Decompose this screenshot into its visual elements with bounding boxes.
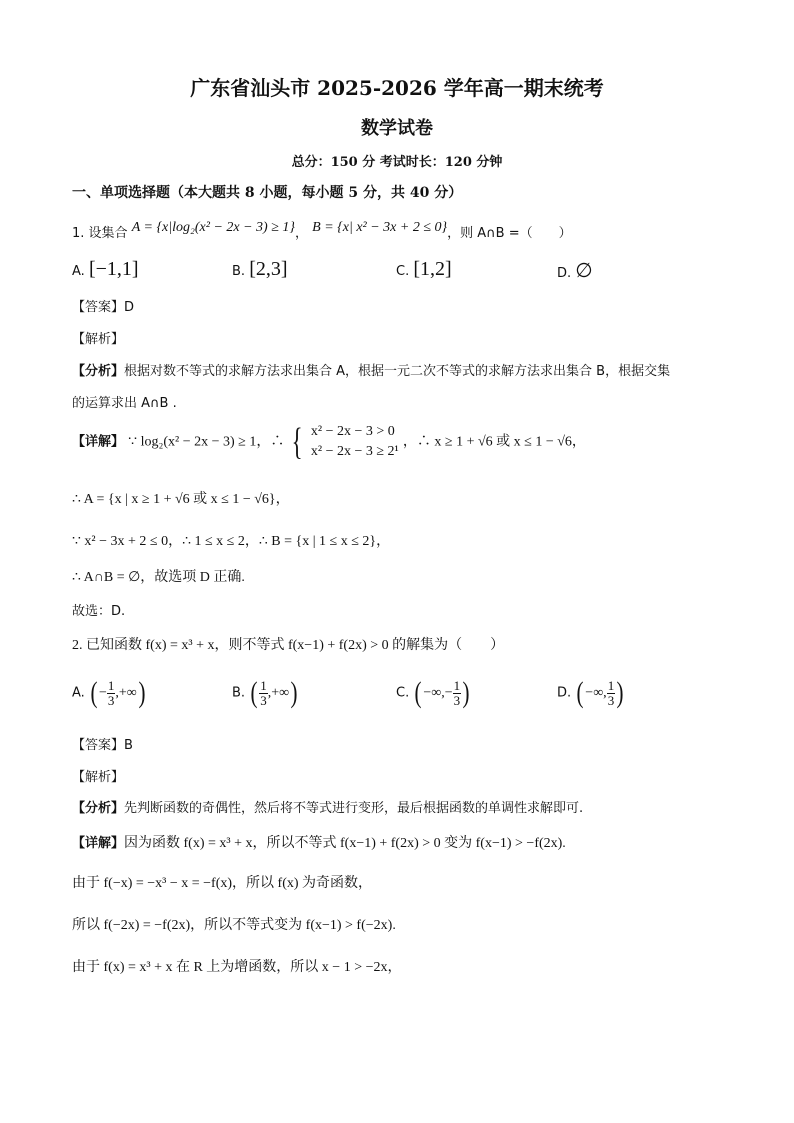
detail-line-2: ∴ A = {x | x ≥ 1 + √6 或 x ≤ 1 − √6}， [72,492,290,507]
option-label: B. [232,685,246,701]
fenxi-line [72,797,583,816]
option-c [396,258,452,281]
option-label: B. [232,264,246,279]
stem-text: 设集合 [88,226,128,241]
option-label: A. [72,685,85,701]
option-a [72,676,147,710]
option-value: [−1,1] [88,258,139,280]
question-1-stem [72,222,572,242]
option-value: ∅ [575,260,593,282]
answer-tag: 【答案】 [72,738,125,753]
detail-text: ，∴ x ≥ 1 + √6 或 x ≤ 1 − √6， [402,434,586,450]
system-row-1: x² − 2x − 3 > 0 [310,424,395,439]
page-title: 广东省汕头市 2025-2026 学年高一期末统考 [190,76,604,100]
answer-line [72,296,134,315]
question-number: 2. [72,638,83,653]
option-label: C. [396,685,410,701]
stem-sep: ， [295,226,309,241]
page-subtitle: 数学试卷 [361,118,433,139]
answer-tag: 【答案】 [72,300,125,315]
fenxi-line-1 [72,360,670,379]
paren-close: ) [462,676,470,709]
paren-open: ( [576,676,584,709]
analysis-tag: 【解析】 [72,332,125,347]
paren-close: ) [290,676,298,709]
denominator: 3 [260,692,267,708]
question-2-stem [72,634,504,654]
option-d [557,676,625,710]
system-row-2: x² − 2x − 3 ≥ 2¹ [310,444,399,459]
inequality-system [311,422,399,462]
fenxi-text: 先判断函数的奇偶性，然后将不等式进行变形，最后根据函数的单调性求解即可. [124,801,584,816]
denominator: 3 [607,692,615,708]
answer-line [72,734,133,753]
option-a [72,258,139,281]
answer-value: D [124,300,135,315]
option-label: D. [557,685,572,701]
detail-text: ∵ log₂(x² − 2x − 3) ≥ 1，∴ [128,434,285,450]
numerator: 1 [107,677,115,693]
numerator: 1 [453,677,461,693]
interval-end: ,+∞ [115,685,137,701]
detail-line-1 [72,422,586,462]
sign: − [444,685,453,701]
detail-text: 因为函数 f(x) = x³ + x，所以不等式 f(x−1) + f(2x) > 0 变为 f(x−1) > −f(2x). [124,836,566,851]
xiangjie-tag: 【详解】 [72,434,125,450]
option-value: [1,2] [413,258,452,280]
fenxi-text: 根据对数不等式的求解方法求出集合 A，根据一元二次不等式的求解方法求出集合 B，根据交集 [124,364,671,379]
detail-line-3: 所以 f(−2x) = −f(2x)，所以不等式变为 f(x−1) > f(−2x). [72,918,396,933]
paren-open: ( [250,676,258,709]
set-a-expression: A = {x|log₂(x² − 2x − 3) ≥ 1} [131,220,295,235]
numerator: 1 [607,677,615,693]
numerator: 1 [260,677,267,693]
set-b-expression: B = {x| x² − 3x + 2 ≤ 0} [312,220,448,235]
option-label: C. [396,264,410,279]
detail-line-4: ∴ A∩B = ∅，故选项 D 正确. [72,570,245,585]
fenxi-line-2: 的运算求出 A∩B . [72,396,177,411]
detail-line-2: 由于 f(−x) = −x³ − x = −f(x)，所以 f(x) 为奇函数， [72,876,373,891]
fraction [453,679,462,708]
detail-line-1 [72,832,566,852]
detail-line-3: ∵ x² − 3x + 2 ≤ 0，∴ 1 ≤ x ≤ 2，∴ B = {x | 1 ≤ x ≤ 2}， [72,534,391,549]
detail-line-4: 由于 f(x) = x³ + x 在 R 上为增函数，所以 x − 1 > −2x， [72,960,402,975]
question-number: 1. [72,226,85,241]
option-d [557,258,593,283]
analysis-tag: 【解析】 [72,770,125,785]
stem-text: 已知函数 f(x) = x³ + x，则不等式 f(x−1) + f(2x) > 0 的解集为（ ） [86,638,505,653]
fenxi-tag: 【分析】 [72,801,125,816]
option-label: D. [557,266,572,281]
section-heading: 一、单项选择题（本大题共 8 小题，每小题 5 分，共 40 分） [72,185,463,201]
fenxi-tag: 【分析】 [72,364,125,379]
interval-start: −∞, [585,685,607,701]
brace-icon: { [292,421,304,463]
sign: − [98,685,107,701]
paren-open: ( [414,676,422,709]
paren-close: ) [616,676,624,709]
stem-suffix: ，则 A∩B =（ ） [447,226,572,241]
interval-end: ,+∞ [267,685,290,701]
exam-meta: 总分：150 分 考试时长：120 分钟 [291,155,503,170]
denominator: 3 [453,692,461,708]
xiangjie-tag: 【详解】 [72,836,125,851]
option-label: A. [72,264,85,279]
fraction [607,679,616,708]
option-b [232,676,299,710]
option-value: [2,3] [249,258,288,280]
paren-open: ( [90,676,98,709]
denominator: 3 [107,692,115,708]
paren-close: ) [138,676,146,709]
option-b [232,258,288,281]
answer-value: B [124,738,133,753]
fraction [259,679,268,708]
interval-start: −∞, [423,685,445,701]
option-c [396,676,471,710]
detail-line-5: 故选：D. [72,604,126,619]
